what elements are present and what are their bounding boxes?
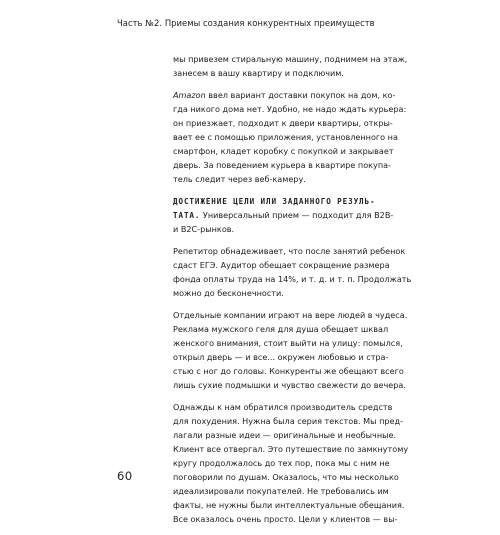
body-text (173, 53, 412, 535)
text-line (173, 195, 383, 209)
text-line (173, 287, 383, 301)
text-line (173, 309, 408, 323)
text-run: и B2C-рынков. (173, 224, 235, 235)
paragraph (173, 53, 408, 81)
text-run: он приезжает, подходит к двери квартиры, откры- (173, 118, 393, 129)
text-run: Отдельные компании играют на вере людей в чудеса. (173, 310, 408, 321)
text-line (173, 259, 390, 273)
text-line (173, 131, 398, 145)
text-line (173, 245, 406, 259)
text-run: занесем в вашу квартиру и подключим. (173, 67, 344, 78)
paragraph (173, 245, 412, 301)
text-run: лагали разные идеи — оригинальные и необычные. (173, 430, 397, 441)
text-run: смартфон, кладет коробку с покупкой и закрывает (173, 146, 394, 157)
text-run: гда никого дома нет. Удобно, не надо ждать курьера: (173, 104, 407, 115)
text-line (173, 443, 409, 457)
text-line (173, 485, 389, 499)
text-line (173, 351, 389, 365)
running-head: Часть №2. Приемы создания конкурентных преимуществ (117, 18, 375, 28)
text-line (173, 53, 408, 67)
text-run: мы привезем стиральную машину, поднимем на этаж, (173, 54, 408, 64)
text-run: тель следит через веб-камеру. (173, 173, 306, 184)
text-line (173, 457, 390, 471)
paragraph (173, 89, 407, 187)
text-line (173, 337, 403, 351)
paragraph (173, 195, 394, 237)
text-line (173, 365, 404, 379)
text-line (173, 499, 405, 513)
text-run: Все оказалось очень просто. Цели у клиентов — вы- (173, 514, 398, 525)
text-line (173, 401, 393, 415)
text-line (173, 323, 389, 337)
section-lead-in: ДОСТИЖЕНИЕ ЦЕЛИ ИЛИ ЗАДАННОГО РЕЗУЛЬ- (173, 197, 376, 207)
text-run: открыл дверь — и все... окружен любовью и стра- (173, 352, 389, 363)
italic-term: Amazon (173, 90, 206, 101)
text-run: факты, не нужны были интеллектуальные обещания. (173, 500, 405, 511)
text-run: женского внимания, стоит выйти на улицу: помылся, (173, 338, 403, 349)
text-line (173, 513, 398, 527)
text-line (173, 103, 407, 117)
text-line (173, 429, 397, 443)
text-run: Однажды к нам обратился производитель средств (173, 402, 393, 413)
text-run: стью с ног до головы. Конкуренты же обещают всего (173, 366, 404, 377)
text-run: сдаст ЕГЭ. Аудитор обещает сокращение размера (173, 260, 390, 271)
text-run: идеализировали покупателей. Не требовались им (173, 486, 389, 497)
text-line (173, 117, 393, 131)
paragraph (173, 401, 409, 527)
text-run: ввел вариант доставки покупок на дом, ко- (205, 90, 396, 101)
text-line (173, 223, 383, 237)
text-run: для похудения. Нужна была серия текстов. Мы пред- (173, 416, 404, 427)
text-run: Репетитор обнадеживает, что после занятий ребенок (173, 246, 406, 257)
text-run: фонда оплаты труда на 14%, и т. д. и т. п. Продолжать (173, 274, 412, 285)
text-line (173, 415, 404, 429)
text-line (173, 379, 406, 393)
text-run: дверь. За поведением курьера в квартире покупа- (173, 159, 391, 170)
text-line (173, 173, 383, 187)
page-number: 60 (117, 469, 133, 483)
text-line (173, 89, 396, 103)
text-run: Клиент все отвергал. Это путешествие по замкнутому (173, 444, 409, 455)
text-run: поговорили по душам. Оказалось, что мы несколько (173, 472, 399, 483)
text-run: Реклама мужского геля для душа обещает шквал (173, 324, 389, 335)
paragraph (173, 309, 408, 393)
text-line (173, 209, 394, 223)
text-run: лишь сухие подмышки и чувство свежести до вечера. (173, 380, 406, 391)
text-line (173, 67, 383, 81)
text-run: можно до бесконечности. (173, 288, 284, 299)
text-run: вает ее с помощью приложения, установленного на (173, 132, 398, 143)
text-line (173, 145, 394, 159)
text-line (173, 273, 412, 287)
text-run: Универсальный прием — подходит для B2B- (200, 210, 394, 221)
section-lead-in: ТАТА. (173, 211, 201, 221)
text-line (173, 471, 399, 485)
text-run: кругу продолжалось до тех пор, пока мы с ним не (173, 458, 390, 469)
text-line (173, 159, 391, 173)
